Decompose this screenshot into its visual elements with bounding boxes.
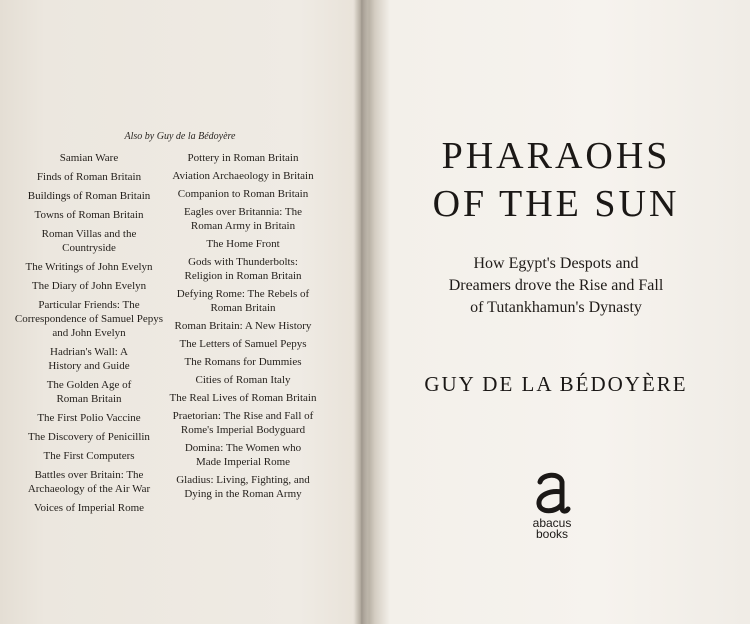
book-title: The Diary of John Evelyn xyxy=(31,280,147,292)
book-title-heading xyxy=(362,132,750,228)
book-title: Eagles over Britannia: The Roman Army in Britain xyxy=(183,206,302,232)
book-title: The Real Lives of Roman Britain xyxy=(169,392,317,404)
book-subtitle xyxy=(362,253,750,319)
book-title: Gladius: Living, Fighting, and Dying in the Roman Army xyxy=(176,474,310,500)
book-title: Cities of Roman Italy xyxy=(195,374,291,386)
book-title: Buildings of Roman Britain xyxy=(27,190,151,202)
book-title: The Romans for Dummies xyxy=(184,356,302,368)
book-title: Towns of Roman Britain xyxy=(34,209,144,221)
book-title: The Home Front xyxy=(206,238,280,250)
subtitle-line-3: of Tutankhamun's Dynasty xyxy=(470,299,642,316)
also-by-heading: Also by Guy de la Bédoyère xyxy=(124,131,236,142)
right-page-title xyxy=(362,0,750,624)
book-list-right-column xyxy=(158,151,328,505)
book-title: The Golden Age of Roman Britain xyxy=(46,379,132,405)
book-title: Voices of Imperial Rome xyxy=(33,502,145,514)
publisher-name-line-1: abacus xyxy=(532,516,572,530)
title-line-2: OF THE SUN xyxy=(432,183,680,225)
book-title: Praetorian: The Rise and Fall of Rome's Imperial Bodyguard xyxy=(172,410,314,436)
book-title: Particular Friends: The Correspondence of Samuel Pepys and John Evelyn xyxy=(14,299,164,339)
book-title: Roman Britain: A New History xyxy=(174,320,312,332)
book-title: Hadrian's Wall: A History and Guide xyxy=(48,346,130,372)
book-title: The Writings of John Evelyn xyxy=(25,261,153,273)
book-title: Battles over Britain: The Archaeology of the Air War xyxy=(27,469,151,495)
publisher-logo xyxy=(512,468,592,540)
book-title: Finds of Roman Britain xyxy=(36,171,142,183)
book-list-left-column xyxy=(14,151,164,520)
book-title: Roman Villas and the Countryside xyxy=(41,228,137,254)
book-title: The First Polio Vaccine xyxy=(37,412,141,424)
publisher-name-line-2: books xyxy=(535,527,569,541)
book-title: Gods with Thunderbolts: Religion in Roman Britain xyxy=(184,256,302,282)
book-title: Pottery in Roman Britain xyxy=(187,152,299,164)
book-title: Companion to Roman Britain xyxy=(177,188,309,200)
title-line-1: PHARAOHS xyxy=(441,135,671,177)
book-title: The Letters of Samuel Pepys xyxy=(179,338,307,350)
book-title: The Discovery of Penicillin xyxy=(28,431,150,443)
book-title: Aviation Archaeology in Britain xyxy=(172,170,314,182)
author-name: GUY DE LA BÉDOYÈRE xyxy=(424,372,688,396)
subtitle-line-2: Dreamers drove the Rise and Fall xyxy=(448,277,664,294)
subtitle-line-1: How Egypt's Despots and xyxy=(473,255,639,272)
abacus-a-logo-icon xyxy=(530,468,574,518)
book-title: Samian Ware xyxy=(59,152,119,164)
book-title: The First Computers xyxy=(43,450,135,462)
left-page-also-by xyxy=(0,0,360,624)
book-title: Defying Rome: The Rebels of Roman Britain xyxy=(176,288,310,314)
book-title: Domina: The Women who Made Imperial Rome xyxy=(184,442,302,468)
